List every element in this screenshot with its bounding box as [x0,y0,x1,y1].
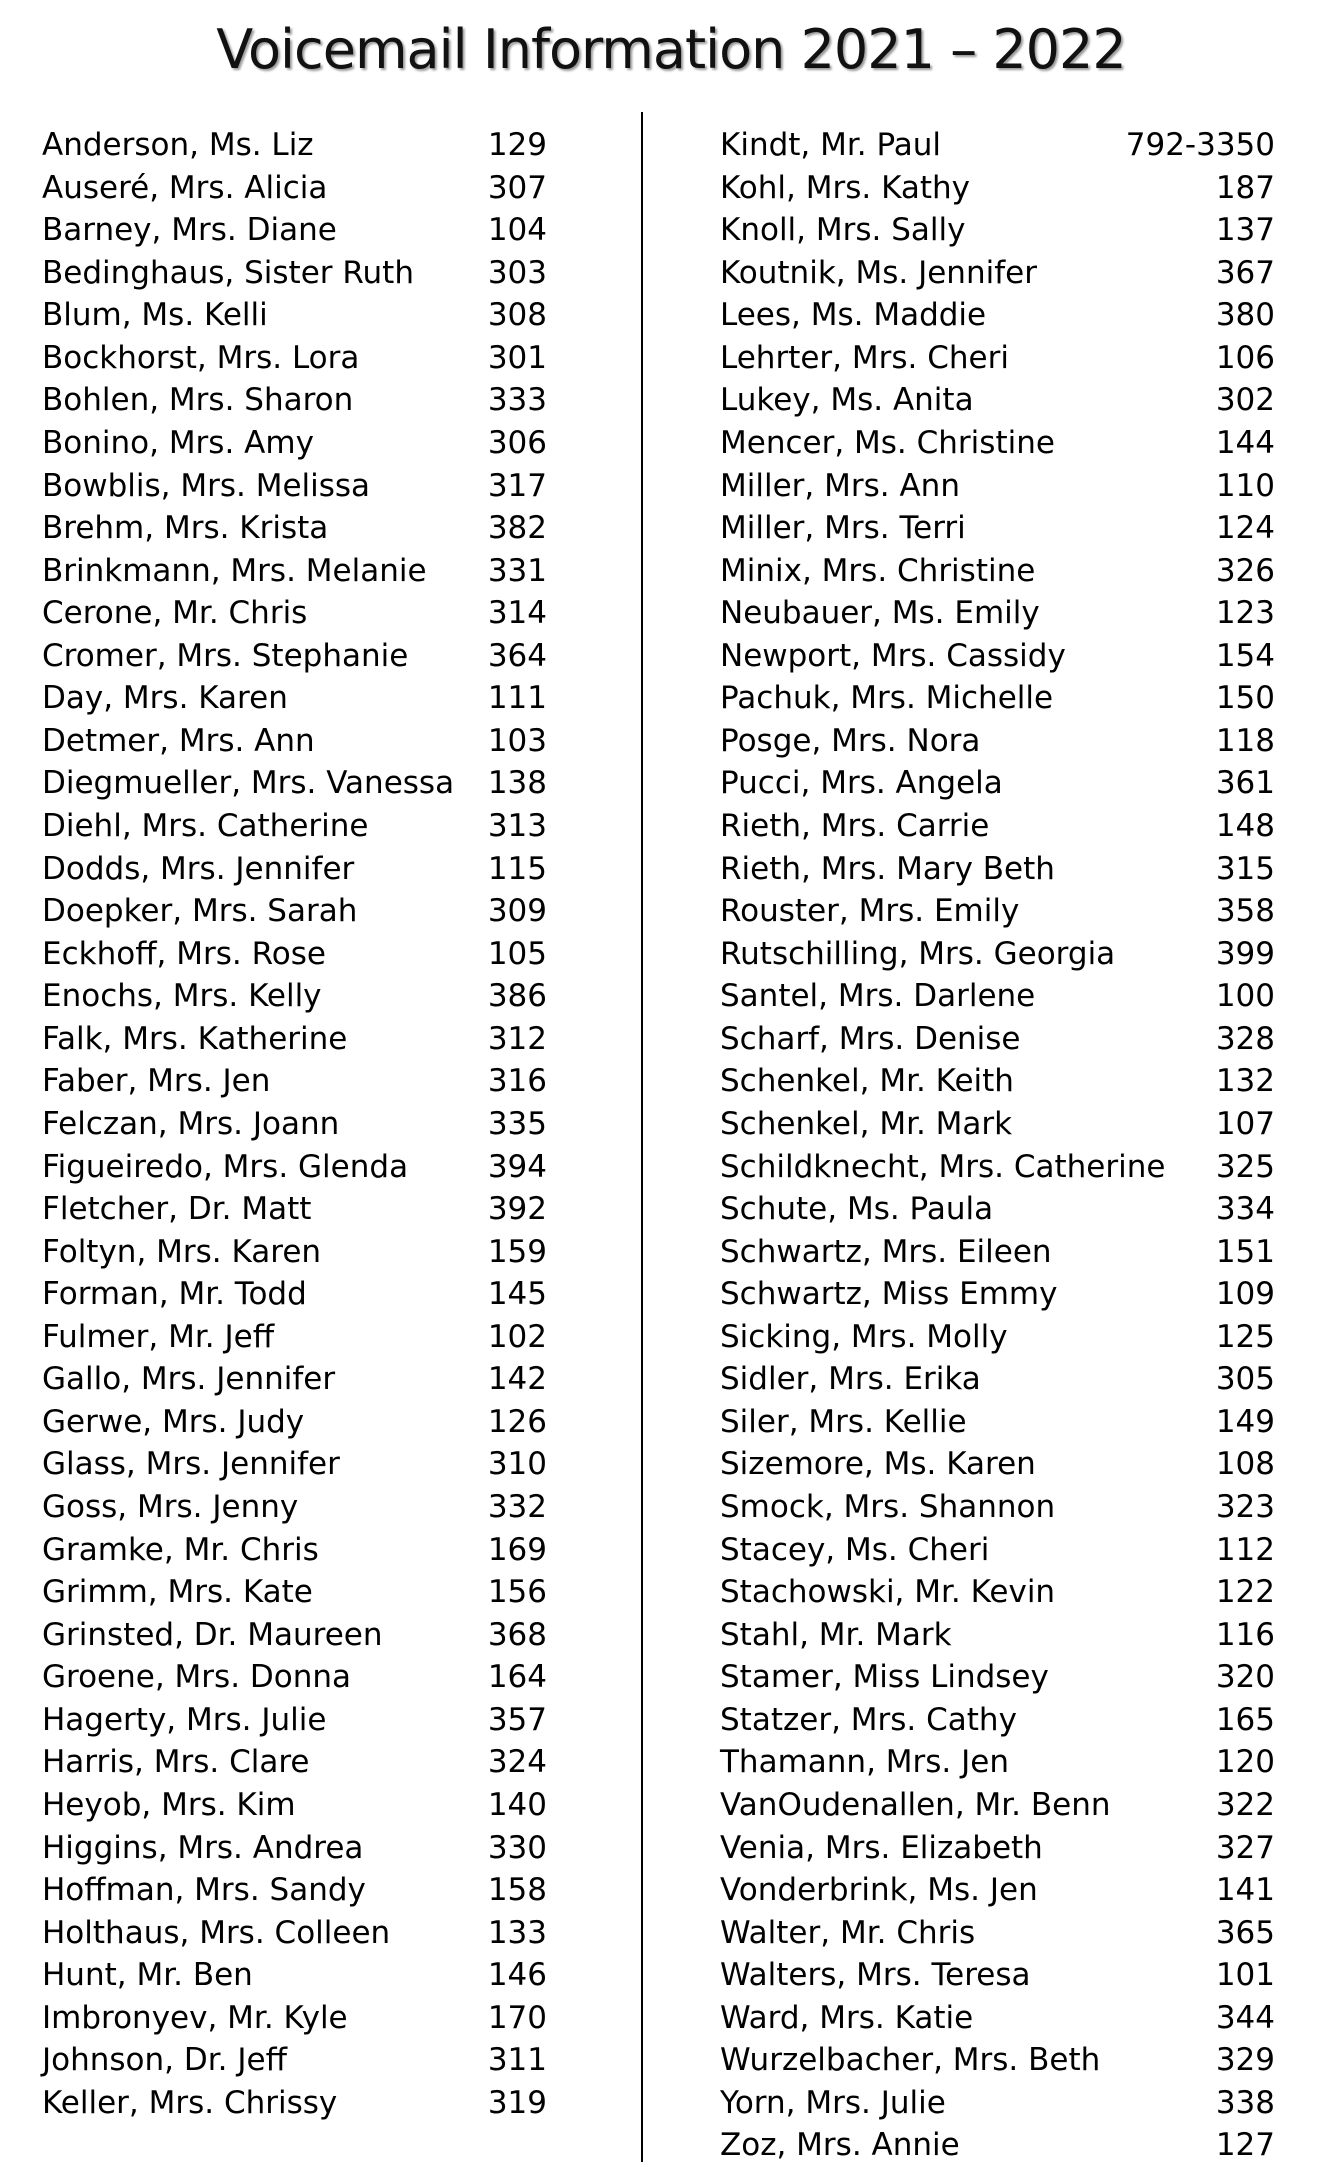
directory-entry [720,1741,1275,1784]
staff-name: Lehrter, Mrs. Cheri [720,339,1009,376]
directory-entry [42,2082,547,2125]
staff-name: Schute, Ms. Paula [720,1191,994,1228]
directory-entry [42,2039,547,2082]
directory-entry [42,1741,547,1784]
voicemail-extension: 149 [1215,1403,1275,1440]
voicemail-extension: 116 [1215,1616,1275,1653]
staff-name: Higgins, Mrs. Andrea [42,1829,364,1866]
directory-entry [42,1060,547,1103]
staff-name: Sicking, Mrs. Molly [720,1318,1008,1355]
directory-entry [42,422,547,465]
column-divider [641,112,643,2162]
directory-entry [720,1486,1275,1529]
staff-name: Hagerty, Mrs. Julie [42,1701,327,1738]
staff-name: Rutschilling, Mrs. Georgia [720,935,1116,972]
staff-name: Blum, Ms. Kelli [42,297,268,334]
directory-entry [42,167,547,210]
directory-entry [42,1997,547,2040]
staff-name: Posge, Mrs. Nora [720,722,981,759]
directory-entry [42,1103,547,1146]
directory-entry [42,1188,547,1231]
voicemail-extension: 159 [487,1233,547,1270]
staff-name: Diegmueller, Mrs. Vanessa [42,765,455,802]
directory-entry [720,1188,1275,1231]
staff-name: Anderson, Ms. Liz [42,127,314,163]
staff-name: Grinsted, Dr. Maureen [42,1616,383,1653]
directory-entry [42,1146,547,1189]
staff-name: Schwartz, Mrs. Eileen [720,1233,1052,1270]
voicemail-extension: 127 [1215,2127,1275,2164]
directory-entry [42,975,547,1018]
voicemail-extension: 323 [1215,1489,1275,1525]
staff-name: Johnson, Dr. Jeff [42,2042,287,2079]
voicemail-extension: 331 [487,552,547,589]
voicemail-extension: 118 [1215,722,1275,759]
voicemail-extension: 330 [487,1829,547,1866]
directory-entry [720,550,1275,593]
staff-name: Keller, Mrs. Chrissy [42,2084,338,2121]
voicemail-extension: 165 [1215,1701,1275,1738]
staff-name: Statzer, Mrs. Cathy [720,1701,1017,1738]
staff-name: Cromer, Mrs. Stephanie [42,637,409,674]
voicemail-extension: 332 [487,1489,547,1525]
directory-entry [720,337,1275,380]
directory-entry [42,1699,547,1742]
directory-entry [42,848,547,891]
directory-entry [42,592,547,635]
voicemail-extension: 380 [1215,297,1275,334]
directory-entry [42,1912,547,1955]
directory-entry [720,1273,1275,1316]
staff-name: Siler, Mrs. Kellie [720,1403,967,1440]
directory-entry [720,507,1275,550]
directory-entry [720,1614,1275,1657]
directory-entry [720,1146,1275,1189]
directory-entry [42,933,547,976]
voicemail-extension: 386 [487,978,547,1015]
voicemail-extension: 367 [1215,254,1275,291]
voicemail-extension: 334 [1215,1191,1275,1228]
voicemail-extension: 301 [487,339,547,376]
directory-entry [42,805,547,848]
directory-entry [42,1827,547,1870]
staff-name: Groene, Mrs. Donna [42,1659,352,1696]
staff-name: Hunt, Mr. Ben [42,1957,253,1994]
staff-name: Auseré, Mrs. Alicia [42,169,328,206]
staff-name: Neubauer, Ms. Emily [720,595,1040,632]
voicemail-extension: 151 [1215,1233,1275,1270]
staff-name: Lukey, Ms. Anita [720,382,974,419]
staff-name: Fletcher, Dr. Matt [42,1191,312,1228]
voicemail-extension: 123 [1215,595,1275,632]
directory-entry [42,252,547,295]
voicemail-extension: 133 [487,1914,547,1951]
staff-name: Stahl, Mr. Mark [720,1616,952,1653]
voicemail-extension: 329 [1215,2042,1275,2079]
staff-name: Glass, Mrs. Jennifer [42,1446,340,1483]
voicemail-extension: 104 [487,212,547,249]
staff-name: Miller, Mrs. Terri [720,510,966,547]
voicemail-extension: 311 [487,2042,547,2079]
directory-entry [720,1656,1275,1699]
staff-name: Sidler, Mrs. Erika [720,1361,981,1398]
staff-name: Gerwe, Mrs. Judy [42,1403,305,1440]
staff-name: Eckhoff, Mrs. Rose [42,935,326,972]
staff-name: Koutnik, Ms. Jennifer [720,254,1037,291]
voicemail-extension: 308 [487,297,547,334]
directory-entry [42,1358,547,1401]
directory-entry [42,1529,547,1572]
voicemail-extension: 368 [487,1616,547,1653]
voicemail-extension: 320 [1215,1659,1275,1696]
voicemail-extension: 105 [487,935,547,972]
directory-entry [720,1529,1275,1572]
voicemail-extension: 382 [487,510,547,547]
staff-name: Lees, Ms. Maddie [720,297,987,334]
staff-name: Grimm, Mrs. Kate [42,1574,313,1611]
staff-name: Zoz, Mrs. Annie [720,2127,960,2164]
staff-name: Kindt, Mr. Paul [720,127,942,163]
voicemail-extension: 106 [1215,339,1275,376]
voicemail-extension: 319 [487,2084,547,2121]
staff-name: Brinkmann, Mrs. Melanie [42,552,427,589]
directory-entry [42,550,547,593]
directory-entry [720,422,1275,465]
staff-name: Cerone, Mr. Chris [42,595,308,632]
voicemail-extension: 125 [1215,1318,1275,1355]
directory-entry [720,1954,1275,1997]
staff-name: Bohlen, Mrs. Sharon [42,382,354,419]
directory-entry [720,1827,1275,1870]
voicemail-extension: 322 [1215,1786,1275,1823]
directory-entry [42,1954,547,1997]
directory-entry [720,2039,1275,2082]
directory-entry [720,1401,1275,1444]
voicemail-extension: 316 [487,1063,547,1100]
directory-entry [720,635,1275,678]
staff-name: Santel, Mrs. Darlene [720,978,1036,1015]
staff-name: Imbronyev, Mr. Kyle [42,1999,348,2036]
staff-name: Detmer, Mrs. Ann [42,722,315,759]
voicemail-extension: 327 [1215,1829,1275,1866]
staff-name: Schwartz, Miss Emmy [720,1276,1058,1313]
directory-entry [42,294,547,337]
directory-entry [720,1358,1275,1401]
directory-entry [42,1273,547,1316]
directory-entry [720,1443,1275,1486]
staff-name: Mencer, Ms. Christine [720,424,1055,461]
directory-entry [42,762,547,805]
directory-entry [720,167,1275,210]
staff-name: Miller, Mrs. Ann [720,467,960,504]
voicemail-extension: 154 [1215,637,1275,674]
directory-entry [720,762,1275,805]
voicemail-extension: 333 [487,382,547,419]
staff-name: Diehl, Mrs. Catherine [42,808,369,844]
voicemail-extension: 335 [487,1105,547,1142]
directory-entry [42,720,547,763]
directory-entry [720,1060,1275,1103]
directory-entry [720,848,1275,891]
voicemail-extension: 357 [487,1701,547,1738]
voicemail-extension: 101 [1215,1957,1275,1994]
staff-name: Schildknecht, Mrs. Catherine [720,1148,1166,1185]
voicemail-extension: 313 [487,808,547,844]
directory-entry [720,975,1275,1018]
voicemail-extension: 144 [1215,424,1275,461]
directory-entry [720,1018,1275,1061]
voicemail-extension: 164 [487,1659,547,1696]
voicemail-extension: 317 [487,467,547,504]
staff-name: Hoffman, Mrs. Sandy [42,1872,366,1909]
staff-name: Sizemore, Ms. Karen [720,1446,1036,1483]
voicemail-extension: 148 [1215,808,1275,844]
voicemail-extension: 365 [1215,1914,1275,1951]
staff-name: Rouster, Mrs. Emily [720,893,1020,930]
staff-name: Goss, Mrs. Jenny [42,1489,299,1525]
staff-name: Yorn, Mrs. Julie [720,2084,946,2121]
staff-name: Doepker, Mrs. Sarah [42,893,358,930]
voicemail-extension: 102 [487,1318,547,1355]
voicemail-extension: 103 [487,722,547,759]
staff-name: Schenkel, Mr. Keith [720,1063,1014,1100]
voicemail-extension: 358 [1215,893,1275,930]
directory-entry [720,2124,1275,2167]
voicemail-extension: 132 [1215,1063,1275,1100]
voicemail-extension: 305 [1215,1361,1275,1398]
directory-entry [720,890,1275,933]
voicemail-extension: 158 [487,1872,547,1909]
voicemail-extension: 399 [1215,935,1275,972]
voicemail-extension: 142 [487,1361,547,1398]
staff-name: Rieth, Mrs. Carrie [720,808,990,844]
voicemail-extension: 150 [1215,680,1275,717]
staff-name: Bedinghaus, Sister Ruth [42,254,414,291]
voicemail-extension: 328 [1215,1020,1275,1057]
staff-name: Venia, Mrs. Elizabeth [720,1829,1043,1866]
staff-name: Minix, Mrs. Christine [720,552,1036,589]
staff-name: Enochs, Mrs. Kelly [42,978,322,1015]
voicemail-extension: 100 [1215,978,1275,1015]
staff-name: Kohl, Mrs. Kathy [720,169,970,206]
directory-column-right [720,124,1275,2167]
directory-column-left [42,124,547,2124]
directory-entry [42,124,547,167]
directory-entry [42,677,547,720]
staff-name: Vonderbrink, Ms. Jen [720,1872,1038,1909]
voicemail-extension: 325 [1215,1148,1275,1185]
staff-name: Rieth, Mrs. Mary Beth [720,850,1055,887]
directory-entry [720,1699,1275,1742]
voicemail-extension: 324 [487,1744,547,1781]
directory-entry [720,1231,1275,1274]
staff-name: Bockhorst, Mrs. Lora [42,339,360,376]
staff-name: Holthaus, Mrs. Colleen [42,1914,391,1951]
directory-entry [42,1316,547,1359]
staff-name: Knoll, Mrs. Sally [720,212,966,249]
voicemail-extension: 115 [487,850,547,887]
voicemail-extension: 108 [1215,1446,1275,1483]
directory-entry [720,933,1275,976]
staff-name: Harris, Mrs. Clare [42,1744,310,1781]
directory-entry [720,379,1275,422]
voicemail-extension: 137 [1215,212,1275,249]
staff-name: Bonino, Mrs. Amy [42,424,314,461]
directory-entry [720,465,1275,508]
staff-name: Barney, Mrs. Diane [42,212,337,249]
staff-name: Dodds, Mrs. Jennifer [42,850,355,887]
voicemail-extension: 169 [487,1531,547,1568]
voicemail-extension: 146 [487,1957,547,1994]
staff-name: VanOudenallen, Mr. Benn [720,1786,1111,1823]
staff-name: Foltyn, Mrs. Karen [42,1233,322,1270]
staff-name: Scharf, Mrs. Denise [720,1020,1021,1057]
staff-name: Pachuk, Mrs. Michelle [720,680,1054,717]
voicemail-extension: 187 [1215,169,1275,206]
voicemail-extension: 310 [487,1446,547,1483]
directory-entry [720,1571,1275,1614]
staff-name: Heyob, Mrs. Kim [42,1786,296,1823]
voicemail-extension: 364 [487,637,547,674]
voicemail-extension: 326 [1215,552,1275,589]
directory-entry [720,1997,1275,2040]
staff-name: Stacey, Ms. Cheri [720,1531,990,1568]
voicemail-extension: 170 [487,1999,547,2036]
directory-entry [720,124,1275,167]
directory-entry [720,1103,1275,1146]
voicemail-extension: 361 [1215,765,1275,802]
voicemail-extension: 120 [1215,1744,1275,1781]
voicemail-extension: 126 [487,1403,547,1440]
voicemail-extension: 344 [1215,1999,1275,2036]
directory-entry [720,677,1275,720]
voicemail-extension: 314 [487,595,547,632]
voicemail-extension: 124 [1215,510,1275,547]
staff-name: Ward, Mrs. Katie [720,1999,974,2036]
directory-entry [42,1401,547,1444]
directory-entry [42,379,547,422]
staff-name: Brehm, Mrs. Krista [42,510,329,547]
directory-entry [720,1912,1275,1955]
directory-entry [42,1614,547,1657]
directory-entry [720,805,1275,848]
staff-name: Figueiredo, Mrs. Glenda [42,1148,409,1185]
directory-entry [720,209,1275,252]
page-title: Voicemail Information 2021 – 2022 [216,18,1126,81]
directory-entry [720,2082,1275,2125]
staff-name: Smock, Mrs. Shannon [720,1489,1056,1525]
voicemail-extension: 109 [1215,1276,1275,1313]
directory-entry [42,1443,547,1486]
directory-entry [720,294,1275,337]
directory-entry [42,1018,547,1061]
staff-name: Forman, Mr. Todd [42,1276,307,1313]
voicemail-extension: 312 [487,1020,547,1057]
voicemail-extension: 145 [487,1276,547,1313]
voicemail-extension: 394 [487,1148,547,1185]
staff-name: Walters, Mrs. Teresa [720,1957,1031,1994]
voicemail-extension: 122 [1215,1574,1275,1611]
directory-entry [42,1571,547,1614]
staff-name: Walter, Mr. Chris [720,1914,976,1951]
voicemail-extension: 338 [1215,2084,1275,2121]
voicemail-extension: 309 [487,893,547,930]
directory-entry [720,592,1275,635]
staff-name: Gallo, Mrs. Jennifer [42,1361,336,1398]
directory-entry [42,507,547,550]
directory-entry [42,1486,547,1529]
voicemail-extension: 302 [1215,382,1275,419]
voicemail-extension: 303 [487,254,547,291]
directory-entry [42,1656,547,1699]
staff-name: Gramke, Mr. Chris [42,1531,319,1568]
staff-name: Stachowski, Mr. Kevin [720,1574,1056,1611]
staff-name: Day, Mrs. Karen [42,680,288,717]
voicemail-extension: 392 [487,1191,547,1228]
directory-entry [720,252,1275,295]
directory-entry [42,1869,547,1912]
staff-name: Schenkel, Mr. Mark [720,1105,1013,1142]
directory-entry [42,635,547,678]
staff-name: Felczan, Mrs. Joann [42,1105,340,1142]
directory-entry [42,1784,547,1827]
voicemail-extension: 110 [1215,467,1275,504]
voicemail-extension: 141 [1215,1872,1275,1909]
voicemail-extension: 156 [487,1574,547,1611]
voicemail-extension: 140 [487,1786,547,1823]
staff-name: Faber, Mrs. Jen [42,1063,271,1100]
directory-entry [720,1869,1275,1912]
staff-name: Newport, Mrs. Cassidy [720,637,1066,674]
voicemail-extension: 111 [487,680,547,717]
staff-name: Wurzelbacher, Mrs. Beth [720,2042,1101,2079]
staff-name: Thamann, Mrs. Jen [720,1744,1009,1781]
staff-name: Bowblis, Mrs. Melissa [42,467,371,504]
voicemail-extension: 315 [1215,850,1275,887]
staff-name: Stamer, Miss Lindsey [720,1659,1049,1696]
directory-entry [42,465,547,508]
directory-entry [42,890,547,933]
voicemail-extension: 306 [487,424,547,461]
directory-entry [720,1784,1275,1827]
voicemail-extension: 129 [487,127,547,163]
directory-entry [720,720,1275,763]
staff-name: Pucci, Mrs. Angela [720,765,1003,802]
directory-entry [42,337,547,380]
voicemail-extension: 107 [1215,1105,1275,1142]
voicemail-extension: 792-3350 [1125,127,1275,163]
directory-entry [42,1231,547,1274]
staff-name: Falk, Mrs. Katherine [42,1020,348,1057]
staff-name: Fulmer, Mr. Jeff [42,1318,275,1355]
voicemail-extension: 138 [487,765,547,802]
voicemail-extension: 112 [1215,1531,1275,1568]
voicemail-extension: 307 [487,169,547,206]
directory-entry [720,1316,1275,1359]
directory-entry [42,209,547,252]
